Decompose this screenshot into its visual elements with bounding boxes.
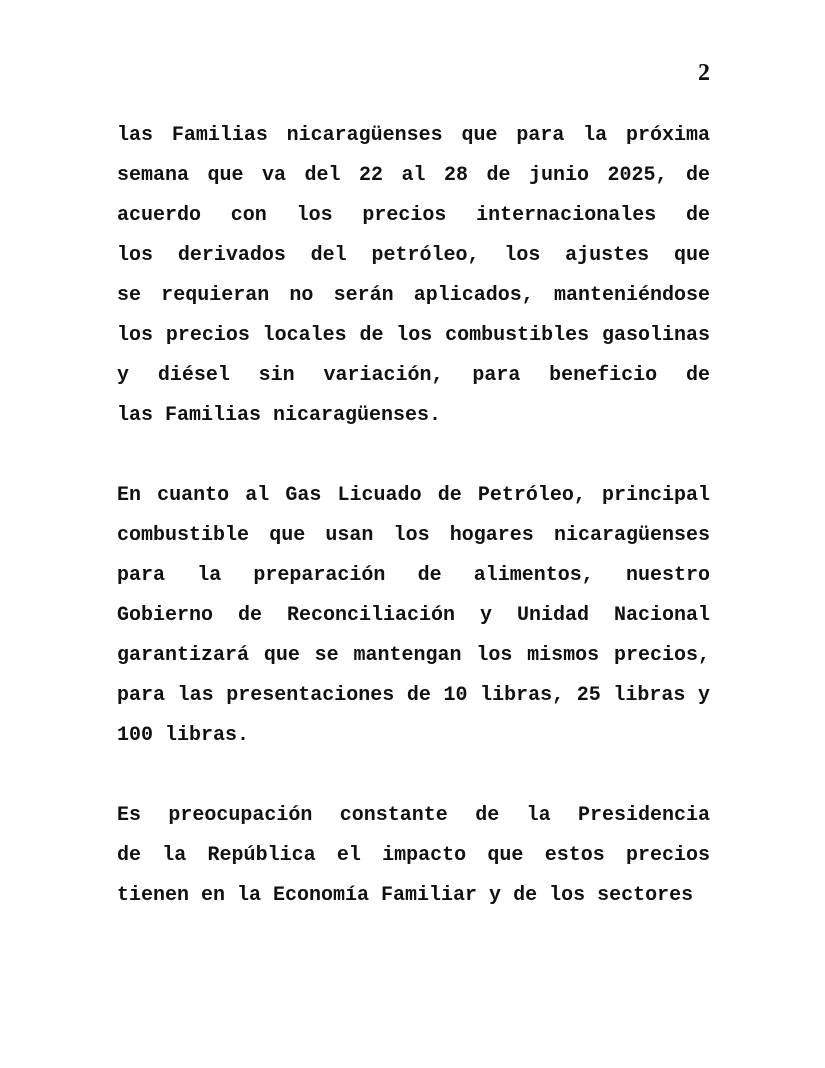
text-line: En cuanto al Gas Licuado de Petróleo, principal <box>117 484 710 507</box>
text-line: se requieran no serán aplicados, manteniéndose <box>117 284 710 307</box>
text-line: para la preparación de alimentos, nuestro <box>117 564 710 587</box>
text-line: semana que va del 22 al 28 de junio 2025, de <box>117 164 710 187</box>
text-line: tienen en la Economía Familiar y de los sectores <box>117 884 694 907</box>
text-line: Es preocupación constante de la Presidencia <box>117 804 710 827</box>
text-line: las Familias nicaragüenses que para la próxima <box>117 124 710 147</box>
text-line: combustible que usan los hogares nicaragüenses <box>117 524 710 547</box>
text-line: Gobierno de Reconciliación y Unidad Nacional <box>117 604 710 627</box>
text-line: 100 libras. <box>117 724 250 747</box>
text-line: los precios locales de los combustibles gasolinas <box>117 324 710 347</box>
text-line: de la República el impacto que estos precios <box>117 844 710 867</box>
text-line: las Familias nicaragüenses. <box>117 404 442 427</box>
text-line: acuerdo con los precios internacionales de <box>117 204 710 227</box>
paragraph <box>117 116 710 436</box>
document-body <box>117 116 710 956</box>
paragraph <box>117 796 710 916</box>
text-line: para las presentaciones de 10 libras, 25 libras y <box>117 684 710 707</box>
paragraph <box>117 476 710 756</box>
text-line: garantizará que se mantengan los mismos precios, <box>117 644 710 667</box>
page-number: 2 <box>698 60 710 86</box>
text-line: los derivados del petróleo, los ajustes que <box>117 244 710 267</box>
text-line: y diésel sin variación, para beneficio de <box>117 364 710 387</box>
